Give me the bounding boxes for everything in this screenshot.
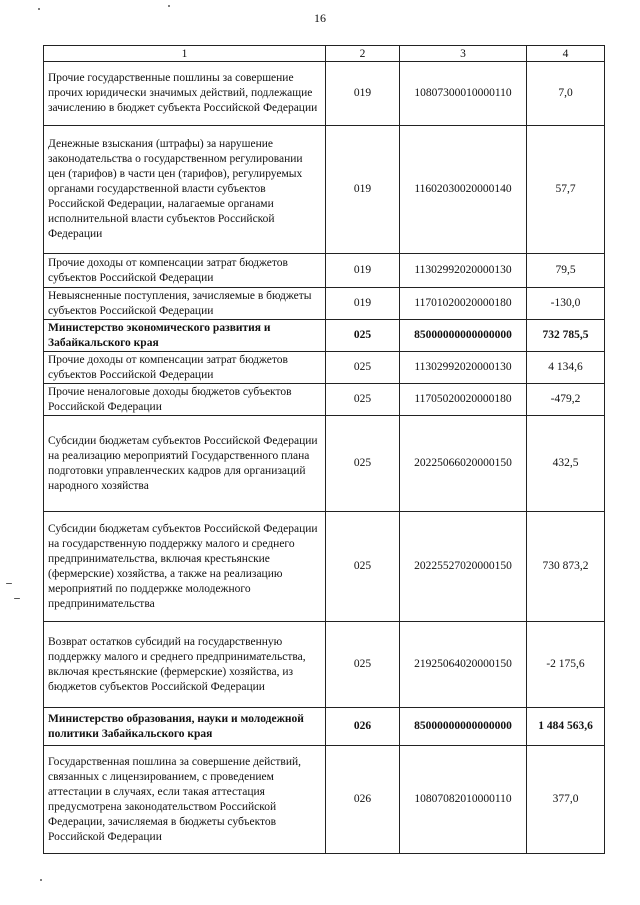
revenue-name: Субсидии бюджетам субъектов Российской Федерации на государственную поддержку малого и среднего предпринимательства, включая крестьянские (фермерские) хозяйства, а также на реализацию мероприятий по поддержке молодежного предпринимательства bbox=[44, 512, 326, 622]
classification-code: 11602030020000140 bbox=[400, 126, 527, 254]
column-header-1: 1 bbox=[44, 46, 326, 62]
amount: 1 484 563,6 bbox=[527, 708, 605, 746]
admin-code: 025 bbox=[326, 384, 400, 416]
column-header-3: 3 bbox=[400, 46, 527, 62]
table-row bbox=[44, 288, 605, 320]
admin-code: 025 bbox=[326, 622, 400, 708]
column-header-2: 2 bbox=[326, 46, 400, 62]
admin-code: 025 bbox=[326, 352, 400, 384]
revenue-name: Невыясненные поступления, зачисляемые в бюджеты субъектов Российской Федерации bbox=[44, 288, 326, 320]
amount: 57,7 bbox=[527, 126, 605, 254]
amount: -2 175,6 bbox=[527, 622, 605, 708]
table-row-section bbox=[44, 708, 605, 746]
table-row-section bbox=[44, 320, 605, 352]
scan-speck bbox=[40, 879, 42, 881]
classification-code: 11705020020000180 bbox=[400, 384, 527, 416]
revenue-name: Денежные взыскания (штрафы) за нарушение законодательства о государственном регулировании цен (тарифов) в части цен (тарифов), регулируемых органами государственной власти субъектов Российской Федерации, налагаемые органами исполнительной власти субъектов Российской Федерации bbox=[44, 126, 326, 254]
admin-code: 025 bbox=[326, 320, 400, 352]
revenue-name: Прочие доходы от компенсации затрат бюджетов субъектов Российской Федерации bbox=[44, 254, 326, 288]
amount: 4 134,6 bbox=[527, 352, 605, 384]
classification-code: 10807300010000110 bbox=[400, 62, 527, 126]
section-name: Министерство образования, науки и молодежной политики Забайкальского края bbox=[44, 708, 326, 746]
scan-speck bbox=[14, 598, 20, 599]
page-number: 16 bbox=[314, 11, 326, 25]
amount: 732 785,5 bbox=[527, 320, 605, 352]
admin-code: 026 bbox=[326, 708, 400, 746]
classification-code: 85000000000000000 bbox=[400, 708, 527, 746]
revenue-name: Возврат остатков субсидий на государственную поддержку малого и среднего предпринимательства, включая крестьянские (фермерские) хозяйства, из бюджетов субъектов Российской Федерации bbox=[44, 622, 326, 708]
table-row bbox=[44, 512, 605, 622]
classification-code: 20225527020000150 bbox=[400, 512, 527, 622]
column-header-4: 4 bbox=[527, 46, 605, 62]
amount: 730 873,2 bbox=[527, 512, 605, 622]
classification-code: 11302992020000130 bbox=[400, 254, 527, 288]
admin-code: 019 bbox=[326, 288, 400, 320]
section-name: Министерство экономического развития и Забайкальского края bbox=[44, 320, 326, 352]
amount: 377,0 bbox=[527, 746, 605, 854]
revenue-name: Прочие государственные пошлины за совершение прочих юридически значимых действий, подлежащие зачислению в бюджет субъекта Российской Федерации bbox=[44, 62, 326, 126]
amount: 79,5 bbox=[527, 254, 605, 288]
table-row bbox=[44, 416, 605, 512]
scan-speck bbox=[6, 583, 12, 584]
amount: 7,0 bbox=[527, 62, 605, 126]
revenue-name: Субсидии бюджетам субъектов Российской Федерации на реализацию мероприятий Государственного плана подготовки управленческих кадров для организаций народного хозяйства bbox=[44, 416, 326, 512]
table-row bbox=[44, 62, 605, 126]
scan-speck bbox=[38, 8, 40, 10]
admin-code: 019 bbox=[326, 62, 400, 126]
table-row bbox=[44, 622, 605, 708]
table-row bbox=[44, 746, 605, 854]
classification-code: 85000000000000000 bbox=[400, 320, 527, 352]
admin-code: 026 bbox=[326, 746, 400, 854]
admin-code: 025 bbox=[326, 512, 400, 622]
revenue-table bbox=[43, 45, 605, 854]
table-row bbox=[44, 126, 605, 254]
scan-speck bbox=[168, 5, 170, 7]
revenue-name: Прочие доходы от компенсации затрат бюджетов субъектов Российской Федерации bbox=[44, 352, 326, 384]
revenue-name: Прочие неналоговые доходы бюджетов субъектов Российской Федерации bbox=[44, 384, 326, 416]
table-row bbox=[44, 384, 605, 416]
table-row bbox=[44, 254, 605, 288]
revenue-name: Государственная пошлина за совершение действий, связанных с лицензированием, с проведением аттестации в случаях, если такая аттестация предусмотрена законодательством Российской Федерации, зачисляемая в бюджеты субъектов Российской Федерации bbox=[44, 746, 326, 854]
admin-code: 019 bbox=[326, 126, 400, 254]
classification-code: 20225066020000150 bbox=[400, 416, 527, 512]
amount: -130,0 bbox=[527, 288, 605, 320]
amount: -479,2 bbox=[527, 384, 605, 416]
admin-code: 019 bbox=[326, 254, 400, 288]
classification-code: 10807082010000110 bbox=[400, 746, 527, 854]
amount: 432,5 bbox=[527, 416, 605, 512]
table-row bbox=[44, 352, 605, 384]
table-header-row bbox=[44, 46, 605, 62]
classification-code: 11701020020000180 bbox=[400, 288, 527, 320]
classification-code: 21925064020000150 bbox=[400, 622, 527, 708]
admin-code: 025 bbox=[326, 416, 400, 512]
classification-code: 11302992020000130 bbox=[400, 352, 527, 384]
